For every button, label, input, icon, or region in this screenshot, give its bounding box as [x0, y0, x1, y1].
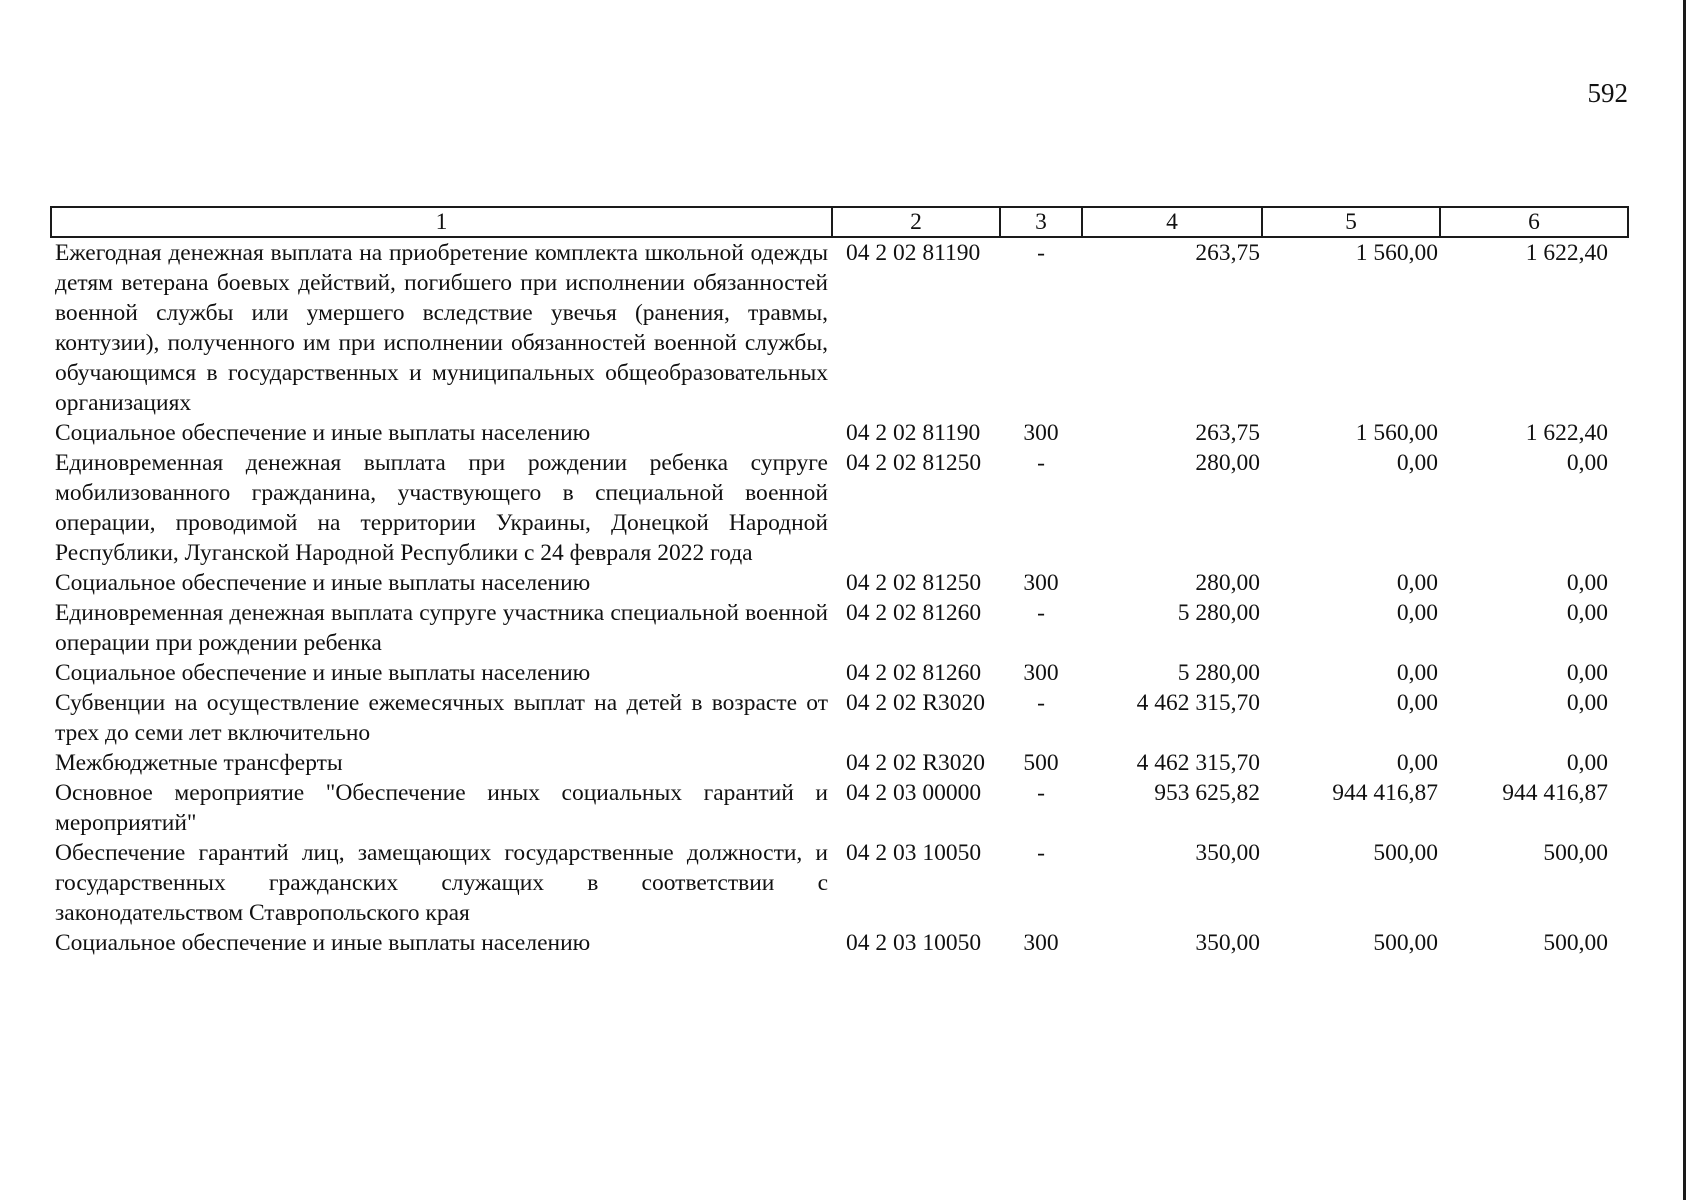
row-code-cell: 04 2 02 81190 — [846, 420, 981, 446]
row-code-cell: 04 2 02 81250 — [846, 570, 982, 596]
row-value-4-cell: 5 280,00 — [1177, 600, 1260, 626]
row-value-4-cell: 263,75 — [1195, 420, 1260, 446]
table-row — [51, 778, 1628, 838]
row-code-cell: 04 2 03 10050 — [846, 840, 982, 866]
page-number: 592 — [1587, 78, 1628, 108]
row-value-4-cell: 953 625,82 — [1154, 780, 1260, 806]
header-row — [51, 207, 1628, 237]
row-name-cell: Межбюджетные трансферты — [55, 750, 343, 776]
row-name-cell: Единовременная денежная выплата супруге участника специальной военной операции при рождении ребенка — [55, 600, 828, 656]
row-value-4-cell: 280,00 — [1195, 450, 1260, 476]
row-value-5-cell: 0,00 — [1396, 750, 1438, 776]
row-value-6-cell: 0,00 — [1566, 600, 1608, 626]
row-name-cell: Социальное обеспечение и иные выплаты населению — [55, 570, 591, 596]
page-edge-line — [1683, 0, 1686, 1200]
row-value-4-cell: 350,00 — [1195, 840, 1260, 866]
row-value-6-cell: 944 416,87 — [1502, 780, 1608, 806]
row-value-6-cell: 0,00 — [1566, 570, 1608, 596]
row-type-cell: 300 — [1023, 420, 1059, 446]
row-value-4-cell: 5 280,00 — [1177, 660, 1260, 686]
row-value-4-cell: 350,00 — [1195, 930, 1260, 956]
table-body — [51, 237, 1628, 958]
row-value-5-cell: 0,00 — [1396, 450, 1438, 476]
row-name-cell: Социальное обеспечение и иные выплаты населению — [55, 930, 591, 956]
table-row — [51, 748, 1628, 778]
row-type-cell: - — [1037, 240, 1045, 266]
column-header-2: 2 — [832, 207, 1000, 237]
table-row — [51, 568, 1628, 598]
row-type-cell: - — [1037, 690, 1045, 716]
column-header-4: 4 — [1082, 207, 1262, 237]
row-value-6-cell: 500,00 — [1543, 930, 1608, 956]
row-name-cell: Социальное обеспечение и иные выплаты населению — [55, 420, 591, 446]
row-value-5-cell: 1 560,00 — [1355, 420, 1438, 446]
row-type-cell: - — [1037, 450, 1045, 476]
row-value-6-cell: 1 622,40 — [1525, 420, 1608, 446]
row-code-cell: 04 2 02 81260 — [846, 660, 982, 686]
table-row — [51, 598, 1628, 658]
table-row — [51, 237, 1628, 418]
budget-table — [50, 206, 1629, 958]
row-name-cell: Субвенции на осуществление ежемесячных выплат на детей в возрасте от трех до семи лет включительно — [55, 690, 828, 746]
row-name-cell: Ежегодная денежная выплата на приобретение комплекта школьной одежды детям ветерана боевых действий, погибшего при исполнении обязанностей военной службы или умершего вследствие увечья (ранения, травмы, контузии), полученного им при исполнении обязанностей военной службы, обучающимся в государственных и муниципальных общеобразовательных организациях — [55, 240, 828, 416]
row-type-cell: - — [1037, 840, 1045, 866]
table-row — [51, 658, 1628, 688]
column-header-5: 5 — [1262, 207, 1440, 237]
row-value-5-cell: 944 416,87 — [1332, 780, 1438, 806]
row-name-cell: Основное мероприятие "Обеспечение иных социальных гарантий и мероприятий" — [55, 780, 828, 836]
row-name-cell: Социальное обеспечение и иные выплаты населению — [55, 660, 591, 686]
column-header-3: 3 — [1000, 207, 1082, 237]
row-value-5-cell: 0,00 — [1396, 660, 1438, 686]
table-row — [51, 928, 1628, 958]
row-value-5-cell: 500,00 — [1373, 930, 1438, 956]
table-row — [51, 838, 1628, 928]
row-value-4-cell: 280,00 — [1195, 570, 1260, 596]
row-value-6-cell: 1 622,40 — [1525, 240, 1608, 266]
row-type-cell: 300 — [1023, 930, 1059, 956]
row-value-5-cell: 500,00 — [1373, 840, 1438, 866]
column-header-6: 6 — [1440, 207, 1628, 237]
row-value-6-cell: 0,00 — [1566, 450, 1608, 476]
row-value-5-cell: 0,00 — [1396, 690, 1438, 716]
row-type-cell: 300 — [1023, 660, 1059, 686]
row-code-cell: 04 2 03 10050 — [846, 930, 982, 956]
table-header — [51, 207, 1628, 237]
row-code-cell: 04 2 02 81260 — [846, 600, 982, 626]
row-code-cell: 04 2 03 00000 — [846, 780, 982, 806]
row-value-6-cell: 0,00 — [1566, 690, 1608, 716]
row-name-cell: Единовременная денежная выплата при рождении ребенка супруге мобилизованного гражданина, участвующего в специальной военной операции, проводимой на территории Украины, Донецкой Народной Республики, Луганской Народной Республики с 24 февраля 2022 года — [55, 450, 828, 566]
row-name-cell: Обеспечение гарантий лиц, замещающих государственные должности, и государственных гражданских служащих в соответствии с законодательством Ставропольского края — [55, 840, 828, 926]
table-row — [51, 448, 1628, 568]
row-code-cell: 04 2 02 81250 — [846, 450, 982, 476]
table-row — [51, 418, 1628, 448]
row-value-5-cell: 1 560,00 — [1355, 240, 1438, 266]
row-value-5-cell: 0,00 — [1396, 570, 1438, 596]
row-code-cell: 04 2 02 R3020 — [846, 750, 986, 776]
row-value-6-cell: 0,00 — [1566, 750, 1608, 776]
row-value-5-cell: 0,00 — [1396, 600, 1438, 626]
row-code-cell: 04 2 02 R3020 — [846, 690, 986, 716]
row-value-6-cell: 500,00 — [1543, 840, 1608, 866]
row-type-cell: 500 — [1023, 750, 1059, 776]
table-row — [51, 688, 1628, 748]
row-type-cell: 300 — [1023, 570, 1059, 596]
column-header-1: 1 — [51, 207, 832, 237]
row-type-cell: - — [1037, 600, 1045, 626]
row-value-4-cell: 4 462 315,70 — [1136, 690, 1260, 716]
row-code-cell: 04 2 02 81190 — [846, 240, 981, 266]
row-type-cell: - — [1037, 780, 1045, 806]
row-value-4-cell: 263,75 — [1195, 240, 1260, 266]
row-value-4-cell: 4 462 315,70 — [1136, 750, 1260, 776]
row-value-6-cell: 0,00 — [1566, 660, 1608, 686]
